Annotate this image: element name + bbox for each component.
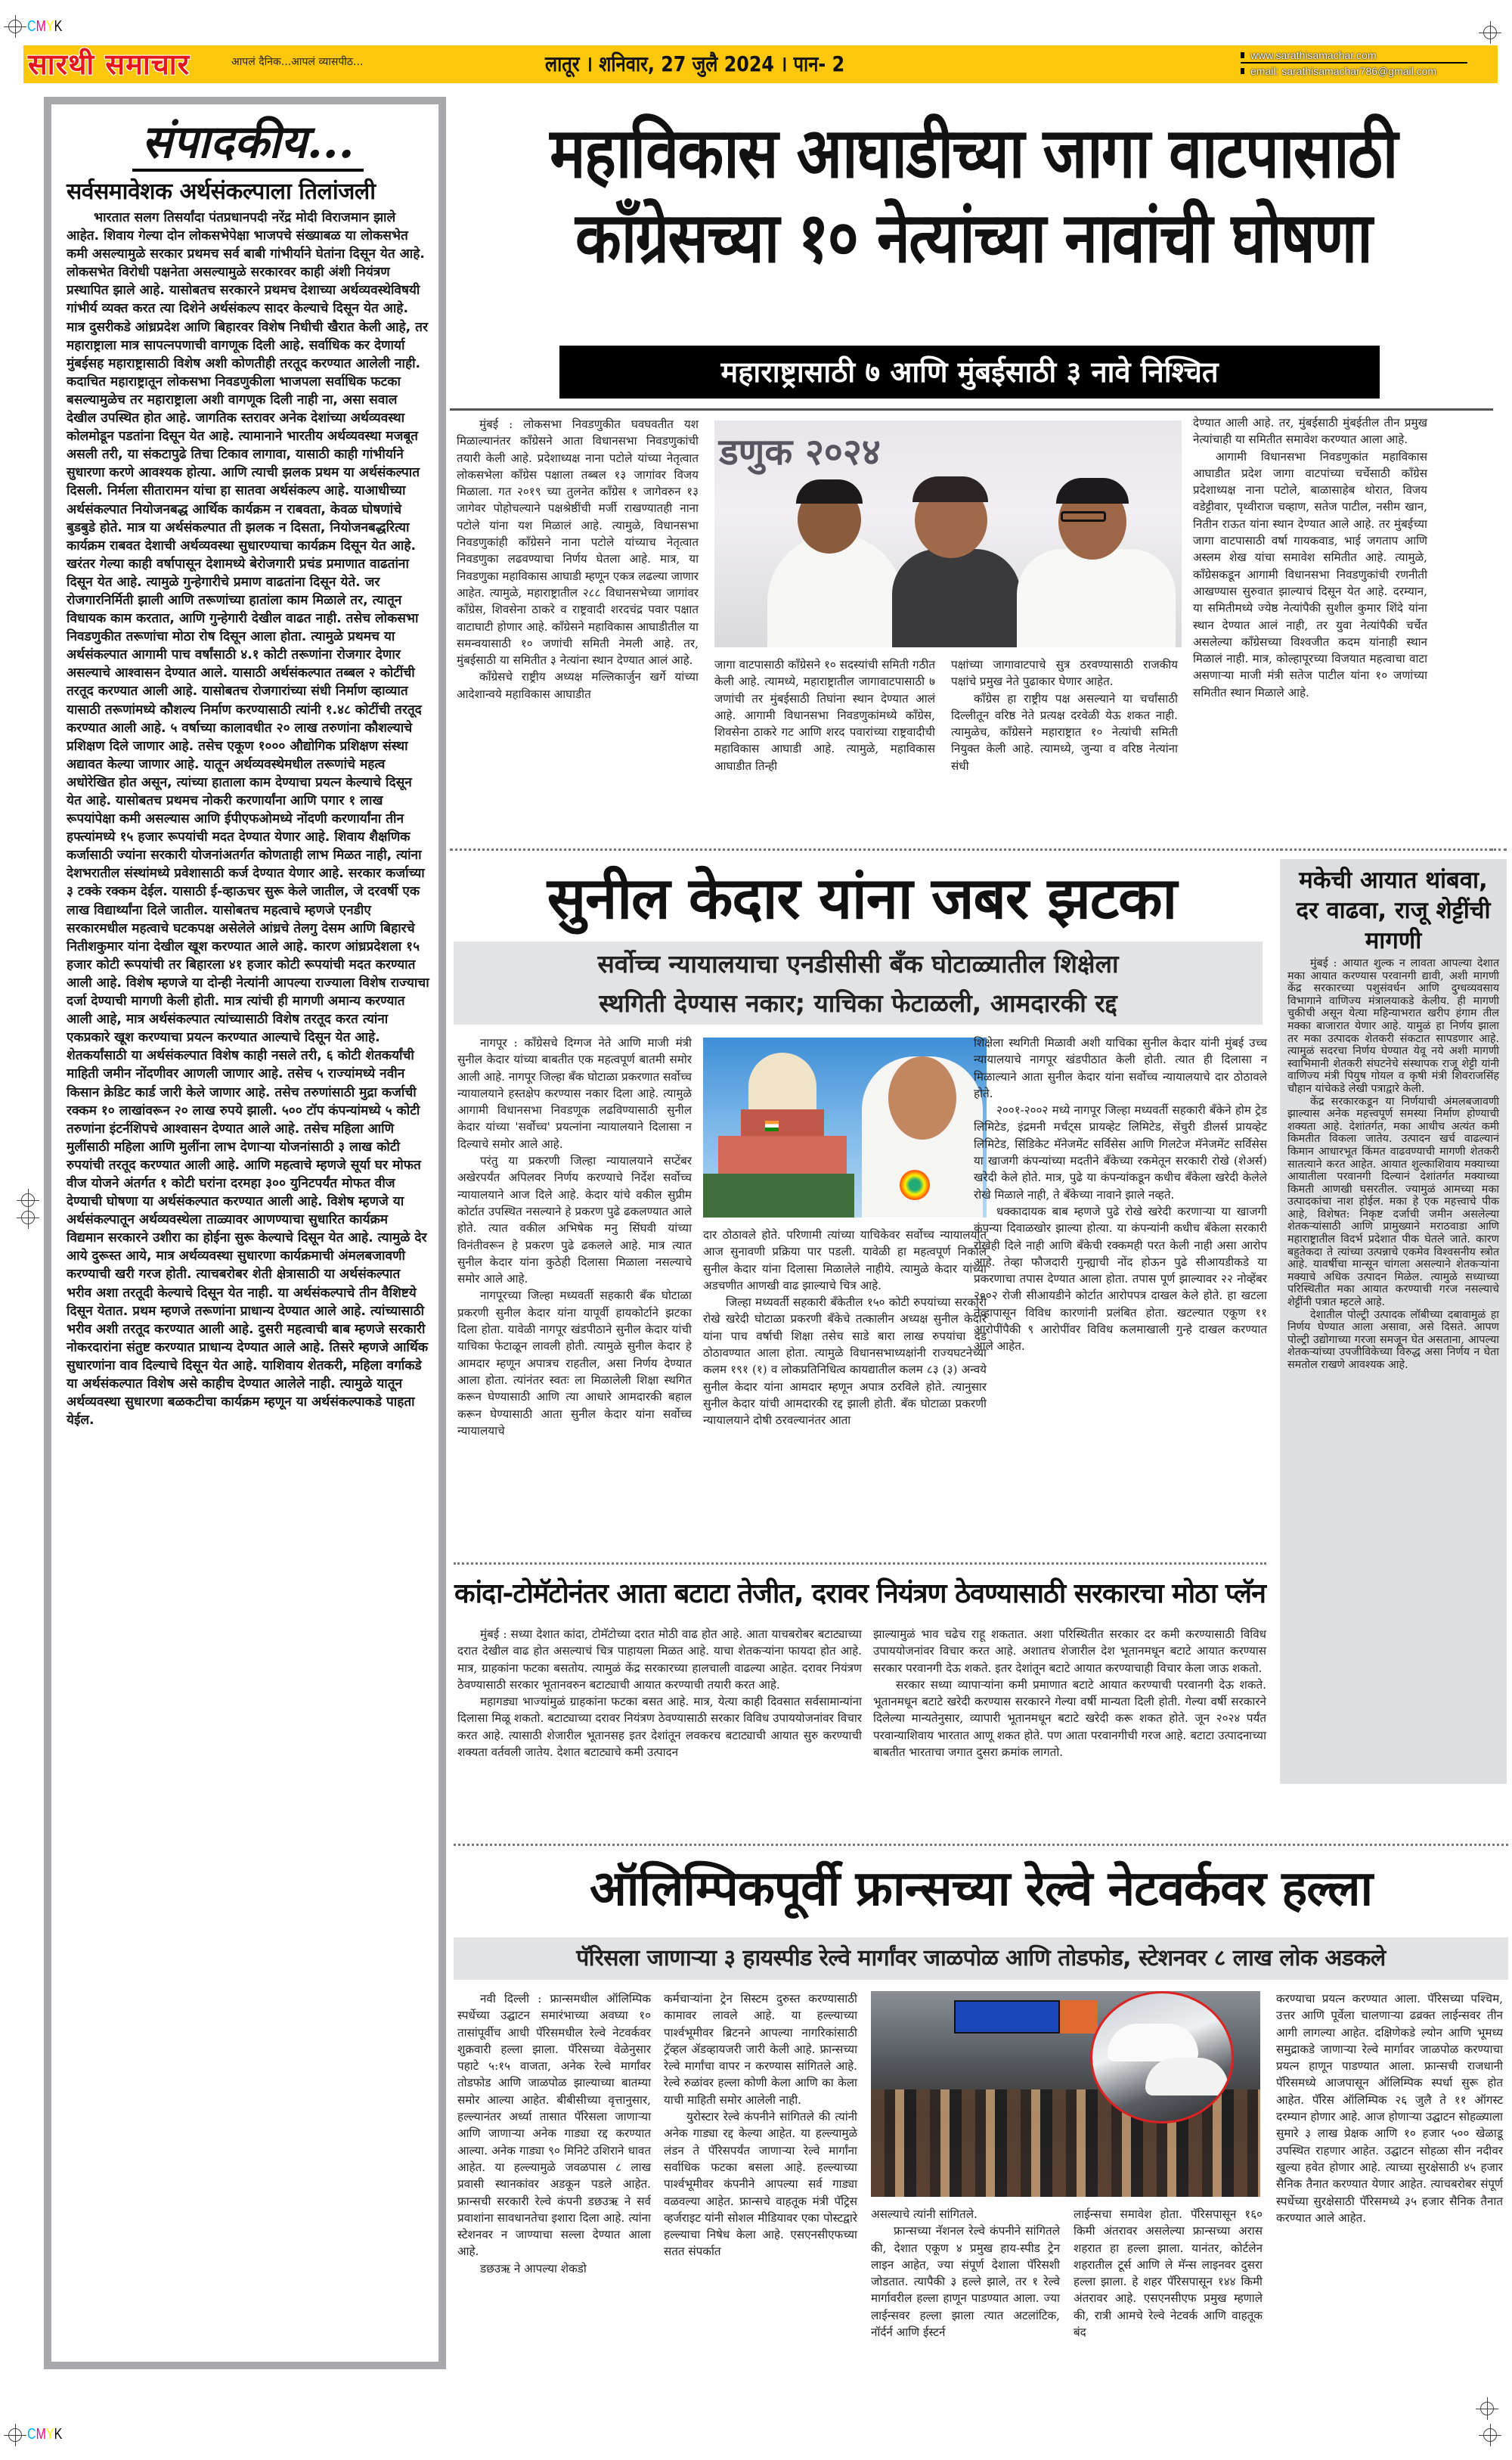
court-dome bbox=[748, 1053, 816, 1113]
congress-leaders-photo bbox=[714, 420, 1182, 647]
registration-mark-icon bbox=[1479, 21, 1501, 44]
france-subheadline-box bbox=[454, 1937, 1508, 1980]
lead-column-3: पक्षांच्या जागावाटपाचे सुत्र ठरवण्यासाठी राजकीय पक्षांचे प्रमुख नेते पुढाकार घेणार आहेत. काँग्रेस हा राष्ट्रीय पक्ष असल्याने या चर्चांसाठी दिल्लीतून वरिष्ठ नेते प्रत्यक्ष दरवेळी येऊ शकत नाही. त्यामुळेच, काँग्रेसने महाराष्ट्रात १० नेत्यांची समिती नियुक्त केली आहे. त्यामध्ये, जुन्या व वरिष्ठ नेत्यांना संधी bbox=[951, 658, 1178, 773]
france-column-5: करण्याचा प्रयत्न करण्यात आला. पॅरिसच्या पश्चिम, उत्तर आणि पूर्वेला चालणाऱ्या ढव्रक्त लाईन्सवर तीन आगी लागल्या आहेत. दक्षिणेकडे ल्योन आणि भूमध्य समुद्राकडे जाणाऱ्या रेल्वे मार्गावर जाळपोळ करण्याचा प्रयत्न हाणून पाडण्यात आला. फ्रान्सची राजधानी पॅरिसमध्ये आजपासून ऑलिम्पिक स्पर्धा सुरू होत आहेत. पॅरिस ऑलिम्पिक २६ जुलै ते ११ ऑगस्ट दरम्यान होणार आहे. आज होणाऱ्या उद्घाटन सोहळ्याला सुमारे ३ लाख प्रेक्षक आणि १० हजार ५०० खेळाडू उपस्थित राहणार आहेत. उद्घाटन सोहळा सीन नदीवर खुल्या हवेत होणार आहे. त्याच्या सुरक्षेसाठी ४५ हजार सैनिक तैनात करण्यात येणार आहेत. त्याचबरोबर संपूर्ण स्पर्धेच्या सुरक्षेसाठी पॅरिसमध्ये ३५ हजार सैनिक तैनात करण्यात आले आहेत. bbox=[1276, 1992, 1503, 2225]
kedar-column-1: नागपूर : काँग्रेसचे दिग्गज नेते आणि माजी मंत्री सुनील केदार यांच्या बाबतीत एक महत्वपूर्ण बातमी समोर आली आहे. नागपूर जिल्हा बँक घोटाळा प्रकरणात सर्वोच्च न्यायालयाने हस्तक्षेप करण्यास नकार दिला आहे. त्यामुळे आगामी विधानसभा निवडणूक लढविण्यासाठी सुनील केदार यांच्या 'सर्वोच्च' प्रयत्नांना न्यायालयाने दिलासा न दिल्याचे समोर आले आहे. परंतु या प्रकरणी जिल्हा न्यायालयाने सप्टेंबर अखेरपर्यंत अपिलवर निर्णय करण्याचे निर्देश सर्वोच्च न्यायालयाने आज दिले आहे. केदार यांचे वकील सुप्रीम कोर्टात उपस्थित नसल्याने हे प्रकरण पुढे ढकलण्यात आले होते. त्यात वकील अभिषेक मनु सिंघवी यांच्या विनंतीवरून हे प्रकरण पुढे ढकलले आहे. मात्र त्यात सुनील केदार यांना कुठेही दिलासा मिळाला नसल्याचे समोर आले आहे. नागपूरच्या जिल्हा मध्यवर्ती सहकारी बँक घोटाळा प्रकरणी सुनील केदार यांना यापूर्वी हायकोर्टाने झटका दिला होता. यावेळी नागपूर खंडपीठाने सुनील केदार यांची याचिका फेटाळून लावली होती. त्यामुळे सुनील केदार हे आमदार म्हणून अपात्रच राहतील, असा निर्णय देण्यात आला होता. त्यांनंतर स्वतः ला मिळालेली शिक्षा स्थगित करून घेण्यासाठी आणि त्या आधारे आमदारकी बहाल करून घेण्यासाठी आता सुनील केदार यांना सर्वोच्च न्यायालयाचे bbox=[457, 1036, 692, 1438]
lead-headline: महाविकास आघाडीच्या जागा वाटपासाठी काँग्रेसच्या १० नेत्यांच्या नावांची घोषणा bbox=[550, 113, 1397, 278]
lead-subheadline: महाराष्ट्रासाठी ७ आणि मुंबईसाठी ३ नावे निश्चित bbox=[559, 346, 1380, 399]
registration-mark-icon bbox=[17, 1206, 39, 1229]
divider bbox=[450, 408, 1493, 411]
court-building bbox=[741, 1109, 824, 1136]
kedar-column-3: शिक्षेला स्थगिती मिळावी अशी याचिका सुनील केदार यांनी मुंबई उच्च न्यायालयाचे नागपूर खंडपीठात केली होती. त्यात ही दिलासा न मिळाल्याने आता सुनील केदार यांना सर्वोच्च न्यायालयाचे दार ठोठावले होते. २००१-२००२ मध्ये नागपूर जिल्हा मध्यवर्ती सहकारी बँकेने होम ट्रेड लिमिटेड, इंद्रमनी मर्चंट्स प्रायव्हेट लिमिटेड, सेंचुरी डीलर्स प्रायव्हेट लिमिटेड, सिंडिकेट मॅनेजमेंट सर्विसेस आणि गिलटेज मॅनेजमेंट सर्विसेस या खाजगी कंपन्यांच्या मदतीने बँकेच्या रकमेतून सरकारी रोखे (शेअर्स) खरेदी केले होते. मात्र, पुढे या कंपन्यांकडून कधीच बँकेला खरेदी केलेले रोखे मिळाले नाही, ते बँकेच्या नावाने झाले नव्हते. धक्कादायक बाब म्हणजे पुढे रोखे खरेदी करणाऱ्या या खाजगी कंपन्या दिवाळखोर झाल्या होत्या. या कंपन्यांनी कधीच बँकेला सरकारी रोखेही दिले नाही आणि बँकेची रक्कमही परत केली नाही असा आरोप आहे. तेव्हा फौजदारी गुन्ह्याची नोंद होऊन पुढे सीआयडीकडे या प्रकरणाचा तपास देण्यात आला होता. तपास पूर्ण झाल्यावर २२ नोव्हेंबर २००२ रोजी सीआयडीने कोर्टात आरोपपत्र दाखल केले होते. हा खटला तेव्हापासून विविध कारणांनी प्रलंबित होता. खटल्यात एकूण ११ आरोपींपैकी ९ आरोपींवर विविध कलमाखाली गुन्हे दाखल करण्यात आले आहेत. bbox=[974, 1036, 1267, 1354]
potato-column-2: झाल्यामुळं भाव चढेच राहू शकतात. अशा परिस्थितीत सरकार दर कमी करण्यासाठी विविध उपाययोजनांवर विचार करत आहे. अशातच शेजारील देश भूतानमधून बटाटे आयात करण्यास सरकार परवानगी देऊ शकते. इतर देशांतून बटाटे आयात करण्याचाही विचार केला जाऊ शकतो. सरकार सध्या व्यापाऱ्यांना कमी प्रमाणात बटाटे आयात करण्याची परवानगी देऊ शकते. भूतानमधून बटाटे खरेदी करण्यास सरकारने गेल्या वर्षी मान्यता दिली होती. गेल्या वर्षी सरकारने दिलेल्या मान्यतेनुसार, व्यापारी भूतानमधून बटाटे खरेदी करू शकत होते. जून २०२४ पर्यंत परवान्याशिवाय भारतात आणू शकत होते. पण आता परवानगीची गरज आहे. बटाटा उत्पादनाच्या बाबतीत भारताचा जगात दुसरा क्रमांक लागतो. bbox=[873, 1627, 1266, 1760]
france-column-1: नवी दिल्ली : फ्रान्समधील ऑलिम्पिक स्पर्धेच्या उद्घाटन समारंभाच्या अवघ्या १० तासांपूर्वीच आधी पॅरिसमधील रेल्वे नेटवर्कवर शुक्रवारी हल्ला झाला. पॅरिसच्या वेळेनुसार पहाटे ५:१५ वाजता, अनेक रेल्वे मार्गांवर तोडफोड आणि जाळपोळ झाल्याच्या बातम्या समोर आल्या आहेत. बीबीसीच्या वृत्तानुसार, हल्ल्यानंतर अर्ध्या तासात पॅरिसला जाणाऱ्या आणि जाणाऱ्या अनेक गाड्या रद्द करण्यात आल्या. अनेक गाड्या ९० मिनिटे उशिराने धावत आहेत. या हल्ल्यामुळे जवळपास ८ लाख प्रवासी स्थानकांवर अडकून पडले आहेत. फ्रान्सची सरकारी रेल्वे कंपनी डछउऋ ने सर्व प्रवाशांना सावधानतेचा इशारा दिला आहे. त्यांना स्टेशनवर न जाण्याचा सल्ला देण्यात आला आहे. डछउऋ ने आपल्या शेकडो bbox=[457, 1992, 651, 2275]
bullet-icon bbox=[1241, 68, 1244, 74]
trees bbox=[703, 1174, 854, 1218]
editorial-headline: सर्वसमावेशक अर्थसंकल्पाला तिलांजली bbox=[67, 178, 376, 205]
masthead bbox=[23, 45, 1498, 83]
kedar-column-2: दार ठोठावले होते. परिणामी त्यांच्या याचिकेवर सर्वोच्च न्यायालयात आज सुनावणी प्रक्रिया पार पडली. यावेळी हा महत्वपूर्ण निकाल सुनील केदार यांना दिलासा मिळालेले नाहीये. त्यामुळे केदार यांच्या अडचणीत आणखी वाढ झाल्याचे चित्र आहे. जिल्हा मध्यवर्ती सहकारी बँकेतील १५० कोटी रुपयांच्या सरकारी रोखे खरेदी घोटाळा प्रकरणी बँकेचे तत्कालीन अध्यक्ष सुनील केदार यांना पाच वर्षाची शिक्षा तसेच साडे बारा लाख रुपयांचा दंड ठोठावण्यात आला होता. त्यामुळे विधानसभाध्यक्षांनी राज्यघटनेच्या कलम १९१ (१) व लोकप्रतिनिधित्व कायद्यातील कलम ८३ (३) अन्वये सुनील केदार यांना आमदार म्हणून अपात्र ठरविले होते. त्यानुसार सुनील केदार यांची आमदारकी रद्द झाली होती. बँक घोटाळा प्रकरणी न्यायालयाने दोषी ठरवल्यानंतर आता bbox=[703, 1228, 987, 1428]
train-icon bbox=[1145, 2058, 1228, 2095]
france-subheadline: पॅरिसला जाणाऱ्या ३ हायस्पीड रेल्वे मार्गांवर जाळपोळ आणि तोडफोड, स्टेशनवर ८ लाख लोक अडकले bbox=[576, 1945, 1386, 1971]
supreme-court-kedar-photo bbox=[703, 1038, 987, 1218]
dateline: लातूर । शनिवार, 27 जुलै 2024 । पान- 2 bbox=[545, 51, 845, 76]
divider bbox=[454, 1562, 1266, 1565]
maize-story bbox=[1280, 859, 1507, 1784]
kedar-headline: सुनील केदार यांना जबर झटका bbox=[547, 864, 1177, 932]
photo-banner-text: डणुक २०२४ bbox=[719, 431, 881, 473]
lead-column-2: जागा वाटपासाठी काँग्रेसने १० सदस्यांची समिती गठीत केली आहे. त्यामध्ये, महाराष्ट्रातील जागावाटपासाठी ७ जणांची तर मुंबईसाठी तिघांना स्थान देण्यात आलं आहे. आगामी विधानसभा निवडणुकांमध्ये काँग्रेस, शिवसेना ठाकरे गट आणि शरद पवारांच्या राष्ट्रवादीची महाविकास आघाडी आहे. त्यामुळे, महाविकास आघाडीत तिन्ही bbox=[714, 658, 935, 773]
train-inset bbox=[1090, 1991, 1234, 2123]
kedar-subheadline-line1: सर्वोच्च न्यायालयाचा एनडीसीसी बँक घोटाळ्यातील शिक्षेला bbox=[597, 949, 1119, 979]
bullet-icon bbox=[1241, 52, 1244, 58]
divider bbox=[1280, 848, 1507, 851]
figure-body bbox=[892, 549, 1021, 647]
france-column-4: लाईन्सचा समावेश होता. पॅरिसपासून १६० किमी अंतरावर असलेल्या फ्रान्सच्या अरास शहरात हा हल्ला झाला. यानंतर, कोर्टलेन शहरातील टूर्स आणि ले मॅन्स लाइनवर दुसरा हल्ला झाला. हे शहर पॅरिसपासून १४४ किमी अंतरावर आहे. एसएनसीएफ प्रमुख म्हणाले की, रात्री आमचे रेल्वे नेटवर्क आणि वाहतूक बंद bbox=[1074, 2207, 1263, 2340]
france-column-2: कर्मचाऱ्यांना ट्रेन सिस्टम दुरुस्त करण्यासाठी कामावर लावले आहे. या हल्ल्याच्या पार्श्वभूमीवर ब्रिटनने आपल्या नागरिकांसाठी ट्रॅव्हल ॲडव्हायजरी जारी केली आहे. फ्रान्सच्या रेल्वे मार्गांचा वापर न करण्यास सांगितले आहे. रेल्वे रुळांवर हल्ला कोणी केला आणि का केला याची माहिती समोर आलेली नाही. युरोस्टार रेल्वे कंपनीने सांगितले की त्यांनी अनेक गाड्या रद्द केल्या आहेत. या हल्ल्यामुळे लंडन ते पॅरिसपर्यंत जाणाऱ्या रेल्वे मार्गांना सर्वाधिक फटका बसला आहे. हल्ल्याच्या पार्श्वभूमीवर कंपनीने आपल्या सर्व गाड्या वळवल्या आहेत. फ्रान्सचे वाहतूक मंत्री पॅट्रिस व्हर्जराइट यांनी सोशल मीडियावर एका पोस्टद्वारे हल्ल्याचा निषेध केला आहे. एसएनसीएफच्या सतत संपर्कात bbox=[664, 1992, 857, 2259]
france-column-3: असल्याचे त्यांनी सांगितले. फ्रान्सच्या नॅशनल रेल्वे कंपनीने सांगितले की, देशात एकूण ४ प्रमुख हाय-स्पीड ट्रेन लाइन आहेत, ज्या संपूर्ण देशाला पॅरिसशी जोडतात. त्यापैकी ३ हल्ले झाले, तर १ रेल्वे मार्गावरील हल्ला हाणून पाडण्यात आला. ज्या लाईन्सवर हल्ला झाला त्यात अटलांटिक, नॉर्दर्न आणि ईस्टर्न bbox=[871, 2207, 1060, 2340]
website-link[interactable]: www.sarathisamachar.com bbox=[1250, 49, 1377, 61]
maize-headline: मकेची आयात थांबवा, दर वाढवा, राजू शेट्टींची मागणी bbox=[1296, 867, 1491, 954]
glasses-icon bbox=[1061, 511, 1106, 522]
potato-headline: कांदा-टोमॅटोनंतर आता बटाटा तेजीत, दरावर नियंत्रण ठेवण्यासाठी सरकारचा मोठा प्लॅन bbox=[454, 1578, 1266, 1609]
flag-icon bbox=[765, 1121, 779, 1131]
editorial-column bbox=[44, 97, 446, 2369]
kedar-subheadline-line2: स्थगिती देण्यास नकार; याचिका फेटाळली, आमदारकी रद्द bbox=[599, 988, 1117, 1018]
email-link[interactable]: email: sarathisamachar786@gmail.com bbox=[1250, 65, 1437, 77]
departure-board bbox=[1060, 2000, 1098, 2033]
france-headline: ऑलिम्पिकपूर्वी फ्रान्सच्या रेल्वे नेटवर्कवर हल्ला bbox=[589, 1861, 1373, 1917]
contact-info bbox=[1241, 48, 1467, 79]
lead-column-1: मुंबई : लोकसभा निवडणुकीत घवघवतीत यश मिळाल्यानंतर काँग्रेसने आता विधानसभा निवडणुकांची तयारी केली आहे. प्रदेशाध्यक्ष नाना पटोले यांच्या नेतृत्वात लोकसभेला काँग्रेस पक्षाला तब्बल १३ जागांवर विजय मिळाला. गत २०१९ च्या तुलनेत काँग्रेस १ जागेवरुन १३ जागेवर पोहोचल्याने पक्षश्रेष्ठींची मर्जी राखण्यातही नाना पटोले यांना यश मिळालं आहे. त्यामुळे, विधानसभा निवडणुकांही काँग्रेसने नाना पटोले यांच्याच नेतृत्वात निवडणुका लढवण्याचा निर्णय घेतला आहे. मात्र, या निवडणुका महाविकास आघाडी म्हणून एकत्र लढल्या जाणार आहेत. त्यामुळे, महाराष्ट्रातील २८८ विधानसभेच्या जागांवर काँग्रेस, शिवसेना ठाकरे व राष्ट्रवादी शरदचंद्र पवार पक्षात वाटाघाटी होणार आहे. काँग्रेसने महाविकास आघाडीतील या समन्वयासाठी १० जणांची समिती नेमली आहे. तर, मुंबईसाठी या समितीत ३ नेत्यांना स्थान देण्यात आलं आहे. काँग्रेसचे राष्ट्रीय अध्यक्ष मल्लिकार्जुन खर्गे यांच्या आदेशान्वये महाविकास आघाडीत bbox=[457, 417, 699, 701]
figure-body bbox=[1017, 549, 1176, 647]
rosette-badge-icon bbox=[900, 1170, 930, 1200]
train-icon bbox=[1108, 2024, 1198, 2061]
tagline: आपलं दैनिक...आपलं व्यासपीठ... bbox=[231, 56, 364, 68]
divider bbox=[454, 1844, 1508, 1846]
kedar-subheadline-box bbox=[454, 942, 1263, 1025]
maize-body: मुंबई : आयात शुल्क न लावता आपल्या देशात मका आयात करण्यास परवानगी द्यावी, अशी मागणी केंद्र सरकारच्या पशुसंवर्धन आणि दुग्धव्यवसाय विभागाने वाणिज्य मंत्रालयाकडे केलीय. ही मागणी चुकीची असून येत्या महिन्याभरात खरीप हंगाम तील मक्का बाजारात येणार आहे. यामुळं हा निर्णय झाला तर मका उत्पादक शेतकरी संकटात सापडणार आहे. त्यामुळं सदरचा निर्णय घेण्यात येवू नये अशी मागणी स्वाभिमानी शेतकरी संघटनेचे संस्थापक राजू शेट्टी यांनी वाणिज्य मंत्री पियुष गोयल व कृषी मंत्री शिवराजसिंह चौहान यांचेकडे लेखी पत्राद्वारे केली. केंद्र सरकारकडून या निर्णयाची अंमलबजावणी झाल्यास अनेक महत्त्वपूर्ण समस्या निर्माण होण्याची शक्यता आहे. देशांतर्गत, मका आधीच अत्यंत कमी किमतीत विकला जातेय. उत्पादन खर्च वाढल्यानं किमान आधारभूत किंमत वाढवण्याची मागणी शेतकरी सातत्याने करत आहेत. आयात शुल्काशिवाय मक्याच्या आयातीला परवानगी दिल्यानं देशांतर्गत मक्याच्या किमती आणखी घसरतील. ज्यामुळं आमच्या मका उत्पादकांचा नाश होईल. मका हे एक महत्त्वाचे पीक आहे, विशेषत: निकृष्ट दर्जाची जमीन असलेल्या शेतकऱ्यांसाठी आणि प्रामुख्याने मराठवाडा आणि महाराष्ट्रातील विदर्भ प्रदेशात पीक घेतले जाते. कारण बहुतेकदा ते त्यांच्या उत्पन्नाचे एकमेव विश्वसनीय स्त्रोत आहे. यावर्षीचा मान्सून चांगला असल्याने शेतकऱ्यांना मक्याचे अधिक उत्पादन मिळेल. त्यामुळे सध्याच्या परिस्थितीत मका आयात करण्याची गरज नसल्याचे शेट्टींनी पत्रात म्हटले आहे. देशातील पोल्ट्री उत्पादक लॉबीच्या दबावामुळं हा निर्णय घेण्यात आला असावा, असे दिसते. आपण पोल्ट्री उद्योगाच्या गरजा समजून घेत असताना, आपल्या शेतकऱ्यांच्या उपजीविकेच्या विरुद्ध असा निर्णय न घेता समतोल राखणे आवश्यक आहे. bbox=[1287, 957, 1499, 1371]
cmyk-label-bottom: CMYK bbox=[27, 2426, 63, 2443]
figure-hair bbox=[912, 476, 988, 502]
registration-mark-icon bbox=[1476, 2397, 1498, 2420]
departure-board bbox=[954, 2000, 1060, 2033]
newspaper-logo: सारथी समाचार bbox=[28, 47, 191, 81]
registration-mark-icon bbox=[1479, 2424, 1501, 2446]
editorial-section-title: संपादकीय... bbox=[67, 112, 429, 172]
lead-column-4: देण्यात आली आहे. तर, मुंबईसाठी मुंबईतील तीन प्रमुख नेत्यांचाही या समितीत समावेश करण्यात आला आहे. आगामी विधानसभा निवडणुकांत महाविकास आघाडीत प्रदेश जागा वाटपांच्या चर्चेसाठी काँग्रेस प्रदेशाध्यक्ष नाना पटोले, बाळासाहेब थोरात, विजय वडेट्टीवार, पृथ्वीराज चव्हाण, सतेज पाटील, नसीम खान, नितीन राऊत यांना स्थान देण्यात आले आहे. तर मुंबईच्या जागा वाटपासाठी वर्षा गायकवाड, भाई जगताप आणि अस्लम शेख यांचा समावेश समितीत आहे. त्यामुळे, काँग्रेसकडून आगामी विधानसभा निवडणुकांची रणनीती आखण्यास सुरुवात झाल्याचं दिसून येत आहे. दरम्यान, या समितीमध्ये ज्येष्ठ नेत्यांपैकी सुशील कुमार शिंदे यांना स्थान देण्यात आलं नाही, तर युवा नेत्यांपैकी चर्चेत असलेल्या काँग्रेसच्या विश्वजीत कदम यांनाही स्थान मिळालं नाही. मात्र, कोल्हापूरच्या विजयात महत्वाचा वाटा असणाऱ्या माजी मंत्री सतेज पाटील यांना १० जणांच्या समितीत स्थान मिळाले आहे. bbox=[1193, 416, 1427, 700]
registration-mark-icon bbox=[4, 15, 26, 38]
registration-mark-icon bbox=[4, 2424, 26, 2446]
potato-column-1: मुंबई : सध्या देशात कांदा, टोमॅटोच्या दरात मोठी वाढ होत आहे. आता याचबरोबर बटाट्याच्या दरात देखील वाढ होत असल्याचं चित्र पाहायला मिळत आहे. याचा शेतकऱ्यांना फायदा होत आहे. मात्र, ग्राहकांना फटका बसतोय. त्यामुळं केंद्र सरकारच्या हालचाली वाढल्या आहेत. दरावर नियंत्रण ठेवण्यासाठी सरकार भूतानवरुन बटाट्याची आयात करण्याची तयारी करत आहे. महागड्या भाज्यांमुळं ग्राहकांना फटका बसत आहे. मात्र, येत्या काही दिवसात सर्वसामान्यांना दिलासा मिळू शकतो. बटाट्याच्या दरावर नियंत्रण ठेवण्यासाठी सरकार विविध उपाययोजनांवर विचार करत आहे. त्यासाठी शेजारील भूतानसह इतर देशांतून लवकरच बटाट्याची आयात सुरु करण्याची शक्यता वर्तवली जातेय. देशात बटाट्याचे कमी उत्पादन bbox=[457, 1627, 862, 1760]
figure-hair bbox=[796, 479, 863, 504]
figure-head bbox=[888, 1056, 956, 1140]
paris-station-crowd-photo bbox=[871, 1991, 1260, 2197]
figure-hair bbox=[1056, 478, 1129, 504]
cmyk-label-top: CMYK bbox=[27, 18, 63, 35]
editorial-body: भारतात सलग तिसर्यांदा पंतप्रधानपदी नरेंद्र मोदी विराजमान झाले आहेत. शिवाय गेल्या दोन लोकसभेपेक्षा भाजपचे संख्याबळ या लोकसभेत कमी असल्यामुळे सरकार प्रथमच सर्व बाबी गांभीर्याने घेतांना दिसून येत आहे. लोकसभेत विरोधी पक्षनेता असल्यामुळे सरकारवर काही अंशी नियंत्रण प्रस्थापित झाले आहे. यासोबतच सरकारने प्रथमच देशाच्या अर्थव्यवस्थेविषयी गांभीर्य व्यक्त करत त्या दिशेने अर्थसंकल्प सादर केल्याचे दिसून येत आहे. मात्र दुसरीकडे आंध्रप्रदेश आणि बिहारवर विशेष निधीची खैरात केली आहे, तर महाराष्ट्राला मात्र सापत्नपणाची वागणूक दिली आहे. सर्वाधिक कर देणार्या मुंबईसह महाराष्ट्रासाठी विशेष अशी कोणतीही तरतूद करण्यात आलेली नाही. कदाचित महाराष्ट्रातून लोकसभा निवडणुकीला भाजपला सर्वाधिक फटका बसल्यामुळेच तर महाराष्ट्राला अशी वागणूक दिली नाही ना, असा सवाल देखील उपस्थित होत आहे. जागतिक स्तरावर अनेक देशांच्या अर्थव्यवस्था कोलमोडून पडतांना दिसून येत आहे. त्यामानाने भारतीय अर्थव्यवस्था मजबूत असली तरी, या संकटापुढे तिचा टिकाव लागावा, यासाठी काही गांभीर्याने सुधारणा करणे आवश्यक होत्या. आणि त्याची झलक प्रथम या अर्थसंकल्पात दिसली. निर्मला सीतारामन यांचा हा सातवा अर्थसंकल्प आहे. याआधीच्या अर्थसंकल्पात नियोजनबद्ध आर्थिक कार्यक्रम न राबवता, केवळ घोषणांचे बुडबुडे होते. मात्र या अर्थसंकल्पात ती झलक न दिसता, नियोजनबद्धरित्या कार्यक्रम राबवत देशाची अर्थव्यवस्था सुधारण्याचा कार्यक्रम दिसून येत आहे. खरंतर गेल्या काही वर्षापासून देशामध्ये बेरोजगारी प्रचंड प्रमाणात वाढतांना दिसून येत आहे. त्यामुळे गुन्हेगारीचे प्रमाण वाढतांना दिसून येते. जर रोजगारनिर्मिती झाली आणि तरूणांच्या हातांला काम मिळाले तर, त्यातून विधायक काम करतात, आणि गुन्हेगारी देखील वाढत नाही. तसेच लोकसभा निवडणुकीत तरूणांचा मोठा रोष दिसून आला होता. त्यामुळे प्रथमच या अर्थसंकल्पात आगामी पाच वर्षांसाठी ४.१ कोटी तरूणांना रोजगार देणार असल्याचे आश्वासन देण्यात आले. यासाठी अर्थसंकल्पात तब्बल २ कोटींची तरतूद करण्यात आली आहे. यासोबतच रोजगारांच्या संधी निर्माण व्हाव्यात यासाठी तरूणांमध्ये कौशल्य निर्माण करण्यासाठी त्यांनी १.४८ कोटींची तरतूद करण्यात आली आहे. ५ वर्षाच्या कालावधीत २० लाख तरुणांना कौशल्याचे प्रशिक्षण दिले जाणार आहे. तसेच एकूण १००० औद्योगिक प्रशिक्षण संस्था अद्यावत केल्या जाणार आहे. यातून अर्थव्यवस्थेमधील तरूणांचे महत्व अधोरेखित होत असून, त्यांच्या हाताला काम देण्याचा प्रयत्न केल्याचे दिसून येत आहे. यासोबतच प्रथमच नोकरी करणार्यांना आणि पगार १ लाख रूपयांपेक्षा कमी असल्यास आणि ईपीएफओमध्ये नोंदणी करणार्यांना तीन हफ्त्यांमध्ये १५ हजार रूपयांची मदत देण्यात येणार आहे. शिवाय शैक्षणिक कर्जासाठी ज्यांना सरकारी योजनांअतर्गत कोणताही लाभ मिळत नाही, त्यांना देशभरातील संस्थांमध्ये प्रवेशासाठी कर्ज देण्यात येणार आहे. सरकार कर्जाच्या ३ टक्के रक्कम देईल. यासाठी ई-व्हाऊचर सुरू केले जातील, जे दरवर्षी एक लाख विद्यार्थ्यांना दिले जातील. यासोबतच महत्वाचे म्हणजे एनडीए सरकारमधील महत्वाचे घटकपक्ष असेलेले आंध्रचे तेलगु देसम आणि बिहारचे नितीशकुमार यांना देखील खूश करण्यात आले आहे. कारण आंध्रप्रदेशला १५ हजार कोटी रूपयांची तर बिहारला ४१ हजार कोटी रूपयांची मदत करण्यात आली आहे. विशेष म्हणजे या दोन्ही नेत्यांनी आपल्या राज्याला विशेष राज्याचा दर्जा देण्याची मागणी केली होती. मात्र त्यांची ही मागणी अमान्य करण्यात आली आहे, मात्र अर्थसंकल्पात त्यांच्यासाठी विशेष तरतूद करत त्यांना एकप्रकारे खूश करण्याचा प्रयत्न करण्यात आल्याचे दिसून येत आहे. शेतकर्यांसाठी या अर्थसंकल्पात विशेष काही नसले तरी, ६ कोटी शेतकर्यांची माहिती जमीन नोंदणीवर आणली जाणार आहे. तसेच ५ राज्यांमध्ये नवीन किसान क्रेडिट कार्ड जारी केले जाणार आहे. तसेच तरुणांसाठी मुद्रा कर्जाची रक्कम १० लाखांवरून २० लाख रुपये झाली. ५०० टॉप कंपन्यांमध्ये ५ कोटी तरुणांना इंटर्नशिपचे आश्वासन देण्यात आले आहे. तसेच महिला आणि मुलींसाठी महिला आणि मुलींना लाभ देणाऱ्या योजनांसाठी ३ लाख कोटी रुपयांची तरतूद करण्यात आली आहे. आणि महत्वाचे म्हणजे सूर्या घर मोफत वीज योजने अंतर्गत १ कोटी घरांना दरमहा ३०० युनिटपर्यंत मोफत वीज देण्याची घोषणा या अर्थसंकल्पात करण्यात आली आहे. विशेष म्हणजे या अर्थसंकल्पातून अर्थव्यवस्थेला ताळ्यावर आणण्याचा सुधारित कार्यक्रम विद्यमान सरकारने उशीरा का होईना सुरू केल्याचे दिसून येत आहे. त्यामुळे देर आये दुरूस्त आये, मात्र अर्थव्यवस्था सुधारणा कार्यक्रमाची अंमलबजावणी करण्याची खरी गरज होती. त्याचबरोबर शेती क्षेत्रासाठी या अर्थसंकल्पात भरीव अशा तरतूदी केल्याचे दिसून येत नाही. या अर्थसंकल्पाचे तीन वैशिष्टये दिसून येतात. प्रथम म्हणजे तरूणांना प्राधान्य देण्यात आले आहे. त्यांच्यासाठी भरीव अशी तरतूद करण्यात आली आहे. दुसरी महत्वाची बाब म्हणजे सरकारी नोकरदारांना संतुष्ट करण्यात प्राधान्य देण्यात आले आहे. तिसरे म्हणजे आर्थिक सुधारणांना वाव दिल्याचे दिसून येत आहे. याशिवाय शेतकरी, महिला वर्गाकडे या अर्थसंकल्पात विशेष असे काहीच देण्यात आलेले नाही. त्यामुळे यातून अर्थव्यवस्था सुधारणा बळकटीचा कार्यक्रम म्हणून या अर्थसंकल्पाकडे पाहता येईल. bbox=[67, 210, 429, 1429]
